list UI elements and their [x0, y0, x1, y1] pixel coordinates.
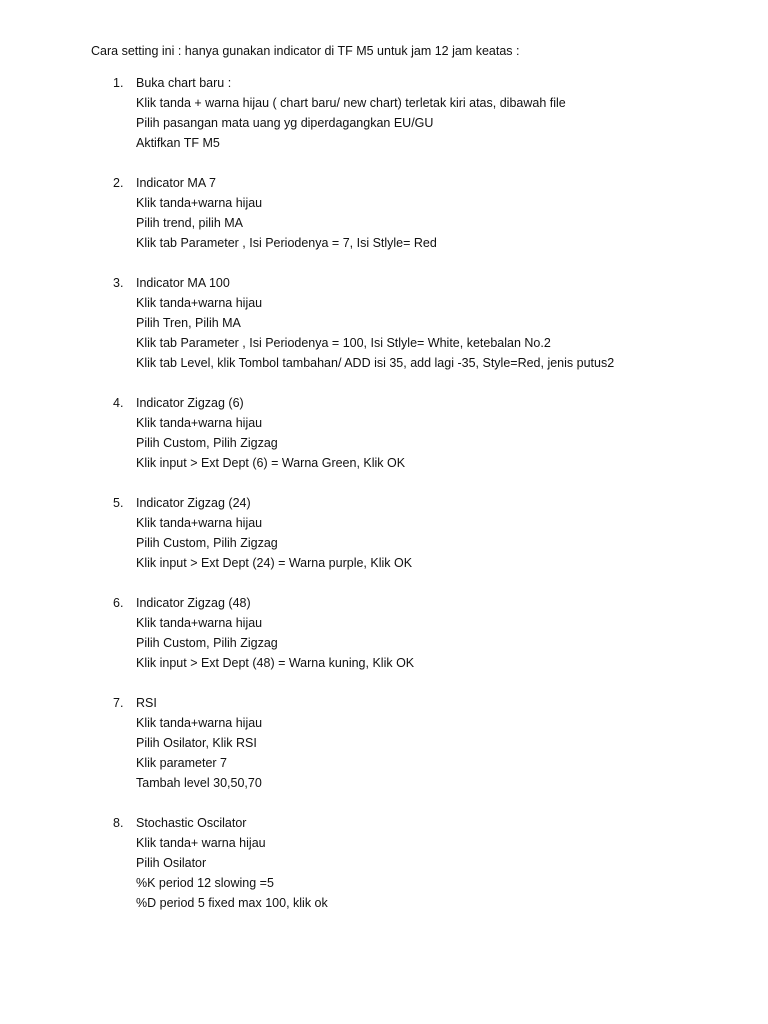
- step-instruction: %K period 12 slowing =5: [136, 876, 274, 890]
- step-item: [0, 173, 768, 253]
- step-number: 1.: [113, 76, 124, 90]
- step-title: Stochastic Oscilator: [136, 816, 247, 830]
- step-item: [0, 813, 768, 913]
- step-body: [136, 393, 768, 473]
- step-instruction: Pilih Tren, Pilih MA: [136, 316, 241, 330]
- step-title: Indicator Zigzag (6): [136, 396, 244, 410]
- step-instruction: Pilih Custom, Pilih Zigzag: [136, 436, 278, 450]
- step-instruction: Klik input > Ext Dept (6) = Warna Green, Klik OK: [136, 456, 406, 470]
- step-title: Indicator Zigzag (24): [136, 496, 251, 510]
- step-instruction: Klik tanda+warna hijau: [136, 296, 263, 310]
- step-title: Indicator MA 7: [136, 176, 216, 190]
- steps-list: [0, 73, 768, 933]
- step-number: 4.: [113, 396, 124, 410]
- step-item: [0, 273, 768, 373]
- intro-text: Cara setting ini : hanya gunakan indicator di TF M5 untuk jam 12 jam keatas :: [91, 44, 520, 58]
- step-number: 8.: [113, 816, 124, 830]
- step-title: Buka chart baru :: [136, 76, 232, 90]
- step-instruction: Tambah level 30,50,70: [136, 776, 262, 790]
- step-title: Indicator Zigzag (48): [136, 596, 251, 610]
- step-body: [136, 693, 768, 793]
- step-instruction: Klik tanda+warna hijau: [136, 616, 263, 630]
- step-instruction: Klik tanda+ warna hijau: [136, 836, 266, 850]
- step-instruction: Klik input > Ext Dept (24) = Warna purple, Klik OK: [136, 556, 413, 570]
- step-number: 2.: [113, 176, 124, 190]
- step-number: 3.: [113, 276, 124, 290]
- step-instruction: Pilih pasangan mata uang yg diperdagangkan EU/GU: [136, 116, 434, 130]
- step-instruction: Klik tanda+warna hijau: [136, 716, 263, 730]
- step-number: 5.: [113, 496, 124, 510]
- step-instruction: Pilih Custom, Pilih Zigzag: [136, 536, 278, 550]
- step-instruction: Pilih Osilator, Klik RSI: [136, 736, 257, 750]
- step-item: [0, 593, 768, 673]
- step-item: [0, 693, 768, 793]
- step-instruction: Pilih Custom, Pilih Zigzag: [136, 636, 278, 650]
- step-body: [136, 813, 768, 913]
- step-instruction: Klik tanda+warna hijau: [136, 416, 263, 430]
- step-instruction: Aktifkan TF M5: [136, 136, 220, 150]
- step-number: 6.: [113, 596, 124, 610]
- step-item: [0, 493, 768, 573]
- step-body: [136, 493, 768, 573]
- step-instruction: Klik tab Parameter , Isi Periodenya = 7, Isi Stlyle= Red: [136, 236, 437, 250]
- step-body: [136, 273, 768, 373]
- step-instruction: Klik parameter 7: [136, 756, 228, 770]
- step-item: [0, 393, 768, 473]
- step-instruction: Klik tanda + warna hijau ( chart baru/ new chart) terletak kiri atas, dibawah file: [136, 96, 566, 110]
- step-instruction: Pilih trend, pilih MA: [136, 216, 243, 230]
- step-instruction: Klik tanda+warna hijau: [136, 516, 263, 530]
- step-instruction: %D period 5 fixed max 100, klik ok: [136, 896, 328, 910]
- step-instruction: Klik tanda+warna hijau: [136, 196, 263, 210]
- step-body: [136, 73, 768, 153]
- step-instruction: Klik tab Level, klik Tombol tambahan/ ADD isi 35, add lagi -35, Style=Red, jenis putus2: [136, 356, 615, 370]
- step-number: 7.: [113, 696, 124, 710]
- step-body: [136, 593, 768, 673]
- step-instruction: Klik tab Parameter , Isi Periodenya = 100, Isi Stlyle= White, ketebalan No.2: [136, 336, 551, 350]
- step-title: RSI: [136, 696, 157, 710]
- step-instruction: Pilih Osilator: [136, 856, 207, 870]
- step-body: [136, 173, 768, 253]
- step-item: [0, 73, 768, 153]
- step-instruction: Klik input > Ext Dept (48) = Warna kuning, Klik OK: [136, 656, 415, 670]
- step-title: Indicator MA 100: [136, 276, 230, 290]
